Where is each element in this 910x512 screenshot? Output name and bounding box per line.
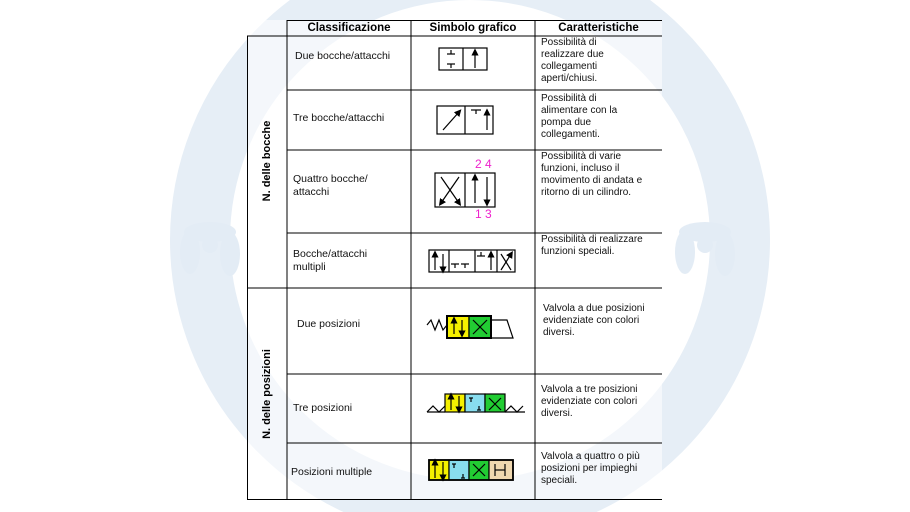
symbol-4-2-valve-icon — [435, 173, 495, 207]
row-label-due-posizioni: Due posizioni — [297, 318, 361, 330]
symbol-multiposition-valve-icon — [429, 460, 513, 480]
port-label-bottom: 1 3 — [475, 207, 492, 221]
symbols-layer — [247, 20, 662, 500]
group-label-posizioni: N. delle posizioni — [261, 349, 273, 439]
row-label-posizioni-multiple: Posizioni multiple — [291, 466, 373, 478]
row-desc-bocche-multipli: Possibilità di realizzare funzioni speciali. — [541, 234, 643, 257]
row-label-tre-posizioni: Tre posizioni — [293, 402, 353, 414]
header-simbolo-grafico: Simbolo grafico — [429, 22, 517, 34]
row-desc-quattro-bocche: Possibilità di varie funzioni, incluso il movimento di andata e ritorno di un cilindro. — [541, 151, 643, 198]
symbol-multiport-valve-icon — [429, 250, 515, 272]
group-label-bocche: N. delle bocche — [261, 120, 273, 202]
symbol-2-2-valve-icon — [439, 48, 487, 70]
row-desc-tre-posizioni: Valvola a tre posizioni evidenziate con colori diversi. — [541, 384, 638, 419]
row-desc-posizioni-multiple: Valvola a quattro o più posizioni per impieghi speciali. — [541, 451, 640, 486]
symbol-3-2-valve-icon — [437, 106, 493, 134]
symbol-2-position-valve-icon — [427, 316, 513, 338]
row-desc-due-bocche: Possibilità di realizzare due collegamenti aperti/chiusi. — [541, 37, 604, 84]
valve-classification-table — [247, 20, 662, 500]
port-label-top: 2 4 — [475, 157, 492, 171]
row-desc-tre-bocche: Possibilità di alimentare con la pompa due collegamenti. — [541, 93, 618, 140]
row-label-quattro-bocche: Quattro bocche/ attacchi — [293, 173, 368, 198]
row-desc-due-posizioni: Valvola a due posizioni evidenziate con colori diversi. — [543, 303, 645, 338]
symbol-3-position-valve-icon — [427, 394, 525, 412]
header-caratteristiche: Caratteristiche — [558, 22, 639, 34]
header-classificazione: Classificazione — [307, 22, 391, 34]
row-label-due-bocche: Due bocche/attacchi — [295, 50, 391, 62]
row-label-tre-bocche: Tre bocche/attacchi — [293, 112, 385, 124]
row-label-bocche-multipli: Bocche/attacchi multipli — [293, 248, 368, 273]
